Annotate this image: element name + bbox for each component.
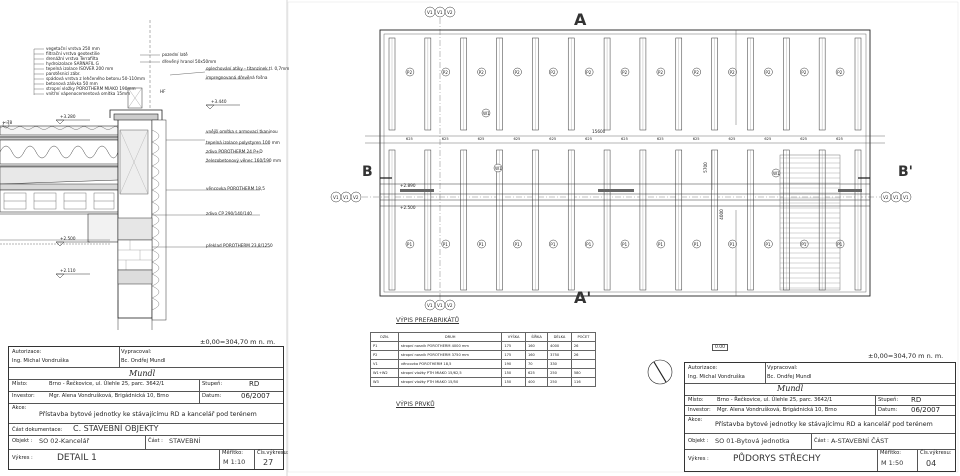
beam-label: P1 [442,241,448,247]
axis-label: V1 [343,195,349,200]
right-note: vnější omítka s armovací tkaninou [206,129,278,134]
right-note: zdivo POROTHERM 24 P+D [206,149,263,154]
right-note: zdivo CP 290/140/140 [206,211,252,216]
title-block-right [684,362,956,472]
dimension-625: 625 [728,137,736,141]
objekt-value: SO 02-Kancelář [39,437,90,445]
stupen-label: Stupeň: [878,397,899,403]
meritko-label: Měřítko: [880,450,902,456]
section-mark-a-prime: A' [574,288,592,307]
beam-label: P2 [514,69,520,75]
table-header: DÉLKA [548,333,572,342]
table-row [371,378,596,387]
misto-value: Brno - Řečkovice, ul. Úlehle 25, parc. 3642/1 [717,397,833,403]
drafter-name: Bc. Ondřej Mundl [767,374,812,380]
table-cell: W1+W2 [371,369,399,378]
table-cell: 625 [525,369,547,378]
marker-label: W1 [773,171,780,176]
autorizace-label: Autorizace: [12,349,42,355]
beam-group [389,38,861,290]
cast-label: Část dokumentace: [12,427,63,433]
table-cell: 150 [502,378,526,387]
fill-label: HF [160,89,166,94]
table-cell: 175 [502,342,526,351]
akce-value: Přístavba bytové jednotky ke stávajícímu RD a kancelář pod terénem [715,421,933,428]
section-mark-b-prime: B' [898,164,913,180]
table-cell: stropní vložky PTH MIAKO 15/62,5 [398,369,501,378]
akce-label: Akce: [12,405,27,411]
axis-label: V1 [893,195,899,200]
table-row [371,360,596,369]
dimension-label: 15600 [592,129,606,134]
section-mark-a: A [574,10,587,29]
meritko-value: M 1:10 [223,458,246,466]
dimension-label: 4000 [718,209,724,220]
right-note: oplechování atiky - titanzinek tl. 0,7mm [206,66,290,71]
right-note: věncovka POROTHERM 18,5 [206,186,265,191]
beam-label: P1 [729,241,735,247]
table-cell: P1 [371,342,399,351]
elevation-label: ±0,00=304,70 m n. m. [868,352,944,360]
cast2-label: Část : [148,438,163,444]
table-cell: 70 [525,360,547,369]
layer-label: betonová zálivka 50 mm [46,81,98,86]
axis-label: V1 [427,10,433,15]
vykres-value: DETAIL 1 [57,453,97,463]
dimension-625: 625 [836,137,843,141]
table-cell: stropní nosník POROTHERM 3750 mm [398,351,501,360]
datum-label: Datum: [202,393,222,399]
dimension-625: 625 [513,137,521,141]
cast2-value: A-STAVEBNÍ ČÁST [831,437,889,445]
right-note: železobetonový věnec 160/190 mm [206,158,282,163]
stamp: 0.00 [712,344,728,351]
layer-label: hydroizolace SARNAFIL G [46,61,99,66]
table-cell: 400 [525,378,547,387]
beam-label: P2 [622,69,628,75]
objekt-label: Objekt : [688,438,709,444]
level-label: +2.500 [60,236,76,241]
axis-label: V2 [883,195,889,200]
level-label: +2.110 [60,268,76,273]
dimension-label: +2.890 [400,183,416,188]
table-cell: 190 [502,360,526,369]
drafter-name: Bc. Ondřej Mundl [121,358,166,364]
signature: Mundl [777,384,804,393]
table-cell: 175 [502,351,526,360]
table-row [371,351,596,360]
investor-label: Investor: [688,407,711,413]
dimension-625: 625 [441,137,449,141]
table-cell: stropní vložky PTH MIAKO 15/50 [398,378,501,387]
beam-label: P2 [586,69,592,75]
objekt-label: Objekt : [12,438,33,444]
stupen-value: RD [249,380,260,388]
marker-label: W1 [483,111,490,116]
level-label: +3.440 [211,99,227,104]
cislo-label: Čís.výkresu: [257,450,289,456]
cast-value: C. STAVEBNÍ OBJEKTY [73,424,159,433]
axis-label: V1 [437,303,443,308]
author-name: Ing. Michal Vondruška [688,374,745,380]
dimension-625: 625 [656,137,664,141]
investor-value: Mgr. Alena Vondrušková, Brigádnická 10, Brno [717,407,837,413]
beam-label: P1 [801,241,807,247]
title-block-left [8,346,289,470]
dimension-625: 625 [585,137,592,141]
layer-label: filtrační vrstva geotextilie [46,51,100,56]
beam-label: P1 [693,241,699,247]
layer-label: tepelná izolace ISOVER 200 mm [46,66,114,71]
investor-value: Mgr. Alena Vondrušková, Brigádnická 10, Brno [49,393,169,399]
dimension-625: 625 [405,137,413,141]
cislo-value: 27 [263,458,274,467]
cislo-value: 04 [926,459,937,468]
beam-label: P1 [586,241,592,247]
misto-value: Brno - Řečkovice, ul. Úlehle 25, parc. 3642/1 [49,381,165,387]
dimension-625: 625 [477,137,485,141]
datum-value: 06/2007 [241,392,271,400]
table-cell: 26 [571,342,595,351]
misto-label: Místo: [688,397,704,403]
vykres-label: Výkres : [12,455,33,461]
beam-label: P2 [837,69,843,75]
layer-label: drenážní vrstva Terrafilta [46,56,99,61]
dimension-label: 5700 [702,162,708,173]
level-label: +3.280 [60,114,76,119]
beam-label: P2 [765,69,771,75]
beam-label: P2 [550,69,556,75]
right-note: překlad POROTHERM 23,8/1250 [206,243,273,248]
table-cell: P2 [371,351,399,360]
table-cell: 26 [571,351,595,360]
beam-label: P2 [406,69,413,75]
beam-label: P2 [801,69,807,75]
section-mark-b: B [362,164,373,180]
beam-label: P1 [550,241,556,247]
layer-label: spádová vrstva z lehčeného betonu 50-110mm [46,76,146,81]
vypracoval-label: Vypracoval: [767,365,798,371]
meritko-value: M 1:50 [881,459,904,467]
beam-label: P1 [765,241,771,247]
autorizace-label: Autorizace: [688,365,718,371]
dimension-625: 625 [764,137,772,141]
cast2-value: STAVEBNÍ [169,437,201,445]
axis-label: V1 [903,195,909,200]
signature: Mundl [129,369,156,378]
table-header: ŠÍŘKA [525,333,547,342]
table-cell: 150 [502,369,526,378]
table-cell: V1 [371,360,399,369]
left-mark: +.78 [2,120,13,125]
beam-label: P1 [622,241,628,247]
table-cell: stropní nosník POROTHERM 4000 mm [398,342,501,351]
akce-label: Akce: [688,417,703,423]
dimension-625: 625 [621,137,628,141]
right-note: impregnovaná dřevěná fošna [206,75,268,80]
axis-label: V1 [427,303,433,308]
beam-label: P2 [729,69,735,75]
meritko-label: Měřítko: [222,450,244,456]
table-header: VÝŠKA [502,333,526,342]
stupen-label: Stupeň: [202,381,223,387]
table-cell: 250 [548,369,572,378]
beam-label: P1 [514,241,520,247]
layer-label: parotěsnicí zábr. [46,71,81,76]
datum-value: 06/2007 [911,406,941,414]
axis-label: V1 [437,10,443,15]
table-row [371,369,596,378]
beam-label: P1 [657,241,664,247]
right-note: tepelná izolace polystyren 100 mm [206,140,280,145]
axis-label: V2 [353,195,359,200]
table-cell: 160 [525,342,547,351]
layer-label: vnitřní vápenocementová omítka 15mm [46,91,131,96]
table-row [371,342,596,351]
beam-label: P2 [657,69,664,75]
marker-label: W1 [495,166,502,171]
prefab-table [370,332,596,387]
beam-label: P2 [693,69,699,75]
table-header: OZN. [371,333,399,342]
dimension-625: 625 [549,137,557,141]
datum-label: Datum: [878,407,898,413]
axis-label: V2 [447,10,453,15]
axis-label: V2 [447,303,453,308]
dimension-625: 625 [800,137,808,141]
elements-list-title: VÝPIS PRVKŮ [396,401,435,408]
table-cell: věncovka POROTHERM 18,5 [398,360,501,369]
beam-label: P2 [442,69,448,75]
dimension-625: 625 [692,137,700,141]
top-note: dřevěný hranol 50x50mm [162,59,217,64]
cislo-label: Čís.výkresu: [920,450,952,456]
table-header: POČET [571,333,595,342]
elevation-label: ±0,00=304,70 m n. m. [200,338,276,346]
vykres-value: PŮDORYS STŘECHY [733,454,821,464]
investor-label: Investor: [12,393,35,399]
table-cell: 116 [571,378,595,387]
beam-label: P2 [478,69,484,75]
top-note: pozední latě [162,52,188,57]
beam-label: P1 [478,241,484,247]
table-cell: 250 [548,378,572,387]
table-cell: 580 [571,369,595,378]
table-cell: 330 [548,360,572,369]
table-cell: 4000 [548,342,572,351]
layer-label: vegetační vrstva 250 mm [46,46,100,51]
table-header: DRUH [398,333,501,342]
layer-label: stropní vložky POROTHERM MIAKO 190mm [46,86,136,91]
objekt-value: SO 01-Bytová jednotka [715,437,790,445]
table-cell: W3 [371,378,399,387]
stupen-value: RD [911,396,922,404]
vypracoval-label: Vypracoval: [121,349,152,355]
beam-label: P1 [837,241,843,247]
prefab-table-title: VÝPIS PREFABRIKÁTŮ [396,317,460,324]
beam-label: P1 [406,241,413,247]
vykres-label: Výkres : [688,456,709,462]
misto-label: Místo: [12,381,28,387]
author-name: Ing. Michal Vondruška [12,358,69,364]
axis-label: V1 [333,195,339,200]
dimension-label: +2.500 [400,205,416,210]
akce-value: Přístavba bytové jednotky ke stávajícímu RD a kancelář pod terénem [39,411,257,418]
table-cell: 3750 [548,351,572,360]
table-cell: 160 [525,351,547,360]
cast2-label: Část : [814,438,829,444]
table-cell [571,360,595,369]
